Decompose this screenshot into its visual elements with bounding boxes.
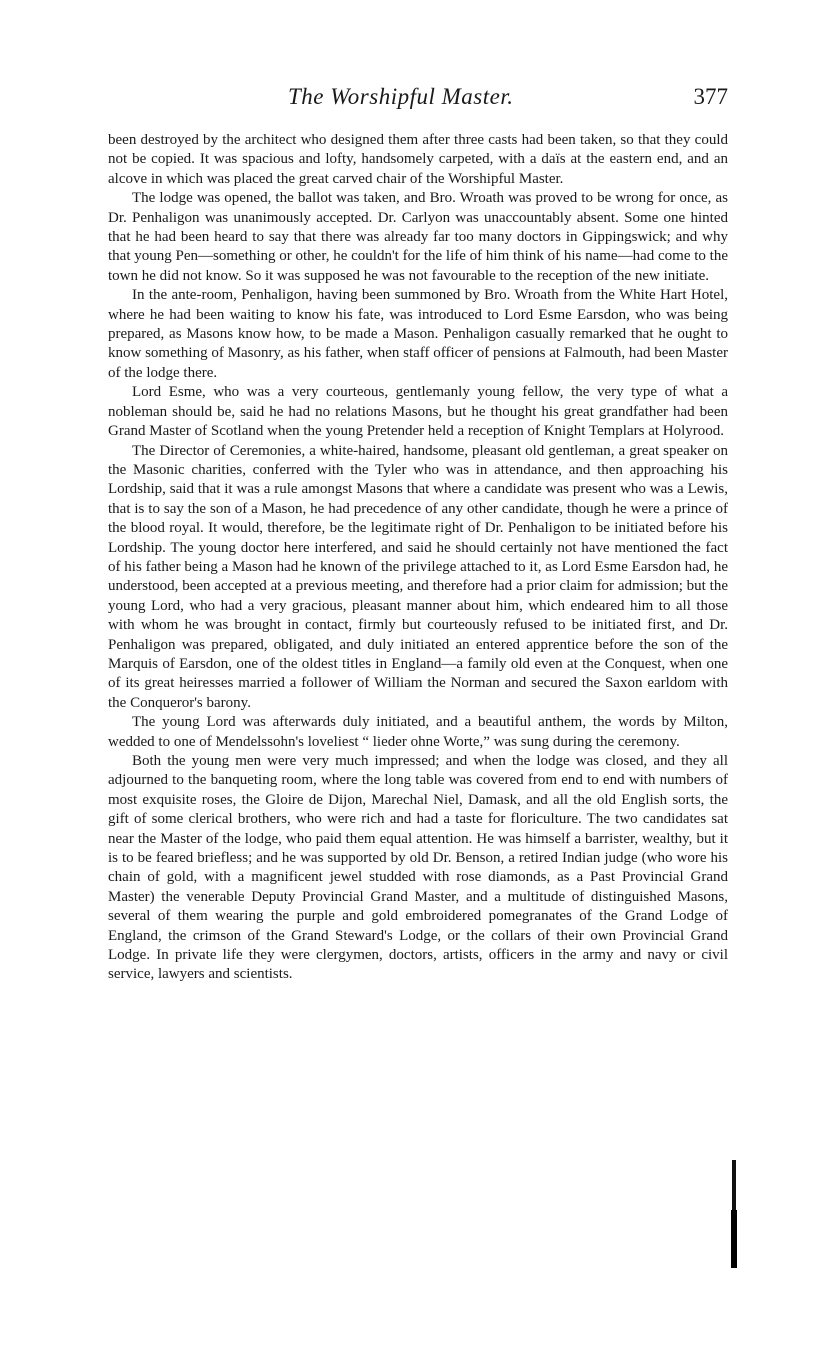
running-title: The Worshipful Master. [288,84,514,109]
paragraph: Lord Esme, who was a very courteous, gentlemanly young fellow, the very type of what a nobleman should be, said he had no relations Masons, but he thought his great grandfather had been Grand Master of Scotland when the young Pretender held a reception of Knight Templars at Holyrood. [108,384,728,440]
paragraph: The lodge was opened, the ballot was taken, and Bro. Wroath was proved to be wrong for once, as Dr. Penhaligon was unanimously accepted. Dr. Carlyon was unaccountably absent. Some one hinted that he had been heard to say that there was already far too many doctors in Gippingswick; and why that young Pen—something or other, he couldn't for the life of him think of his name—had come to the town he did not know. So it was supposed he was not favourable to the reception of the new initiate. [108,190,728,284]
paragraph: The young Lord was afterwards duly initiated, and a beautiful anthem, the words by Milton, wedded to one of Mendelssohn's loveliest “ lieder ohne Worte,” was sung during the ceremony. [108,714,728,750]
running-head [108,84,728,116]
paragraph: Both the young men were very much impressed; and when the lodge was closed, and they all adjourned to the banqueting room, where the long table was covered from end to end with numbers of most exquisite roses, the Gloire de Dijon, Marechal Niel, Damask, and all the old English sorts, the gift of some clerical brothers, who were rich and had a taste for floriculture. The two candidates sat near the Master of the lodge, who paid them equal attention. He was himself a barrister, wealthy, but it is to be feared briefless; and he was supported by old Dr. Benson, a retired Indian judge (who wore his chain of gold, with a magnificent jewel studded with rose diamonds, as a Past Provincial Grand Master) the venerable Deputy Provincial Grand Master, and a multitude of distinguished Masons, several of them wearing the purple and gold embroidered pomegranates of the Grand Lodge of England, the crimson of the Grand Steward's Lodge, or the collars of their own Provincial Grand Lodge. In private life they were clergymen, doctors, artists, officers in the army and navy or civil service, lawyers and scientists. [108,753,728,983]
paragraph: The Director of Ceremonies, a white-haired, handsome, pleasant old gentleman, a great speaker on the Masonic charities, conferred with the Tyler who was in attendance, and then approaching his Lordship, said that it was a rule amongst Masons that where a candidate was present who was a Lewis, that is to say the son of a Mason, he had precedence of any other candidate, though he were a prince of the blood royal. It would, therefore, be the legitimate right of Dr. Penhaligon to be initiated before his Lordship. The young doctor here interfered, and said he should certainly not have mentioned the fact of his father being a Mason had he known of the privilege attached to it, as Lord Esme Earsdon had, he understood, been accepted at a previous meeting, and therefore had a prior claim for admission; but the young Lord, who had a very gracious, pleasant manner about him, which endeared him to all those with whom he was brought in contact, firmly but courteously refused to be initiated first, and Dr. Penhaligon was prepared, obligated, and duly initiated an entered apprentice before the son of the Marquis of Earsdon, one of the oldest titles in England—a family old even at the Conquest, when one of its great heiresses married a follower of William the Norman and secured the Saxon earldom with the Conqueror's barony. [108,442,728,711]
body-text [108,131,728,985]
page-number: 377 [693,84,728,109]
paragraph: been destroyed by the architect who designed them after three casts had been taken, so that they could not be copied. It was spacious and lofty, handsomely carpeted, with a daïs at the eastern end, and an alcove in which was placed the great carved chair of the Worshipful Master. [108,132,728,187]
paragraph: In the ante-room, Penhaligon, having been summoned by Bro. Wroath from the White Hart Hotel, where he had been waiting to know his fate, was introduced to Lord Esme Earsdon, who was being prepared, as Masons know how, to be made a Mason. Penhaligon casually remarked that he ought to know something of Masonry, as his father, when staff officer of pensions at Falmouth, had been Master of the lodge there. [108,287,728,381]
margin-scan-mark-dark [731,1210,737,1268]
